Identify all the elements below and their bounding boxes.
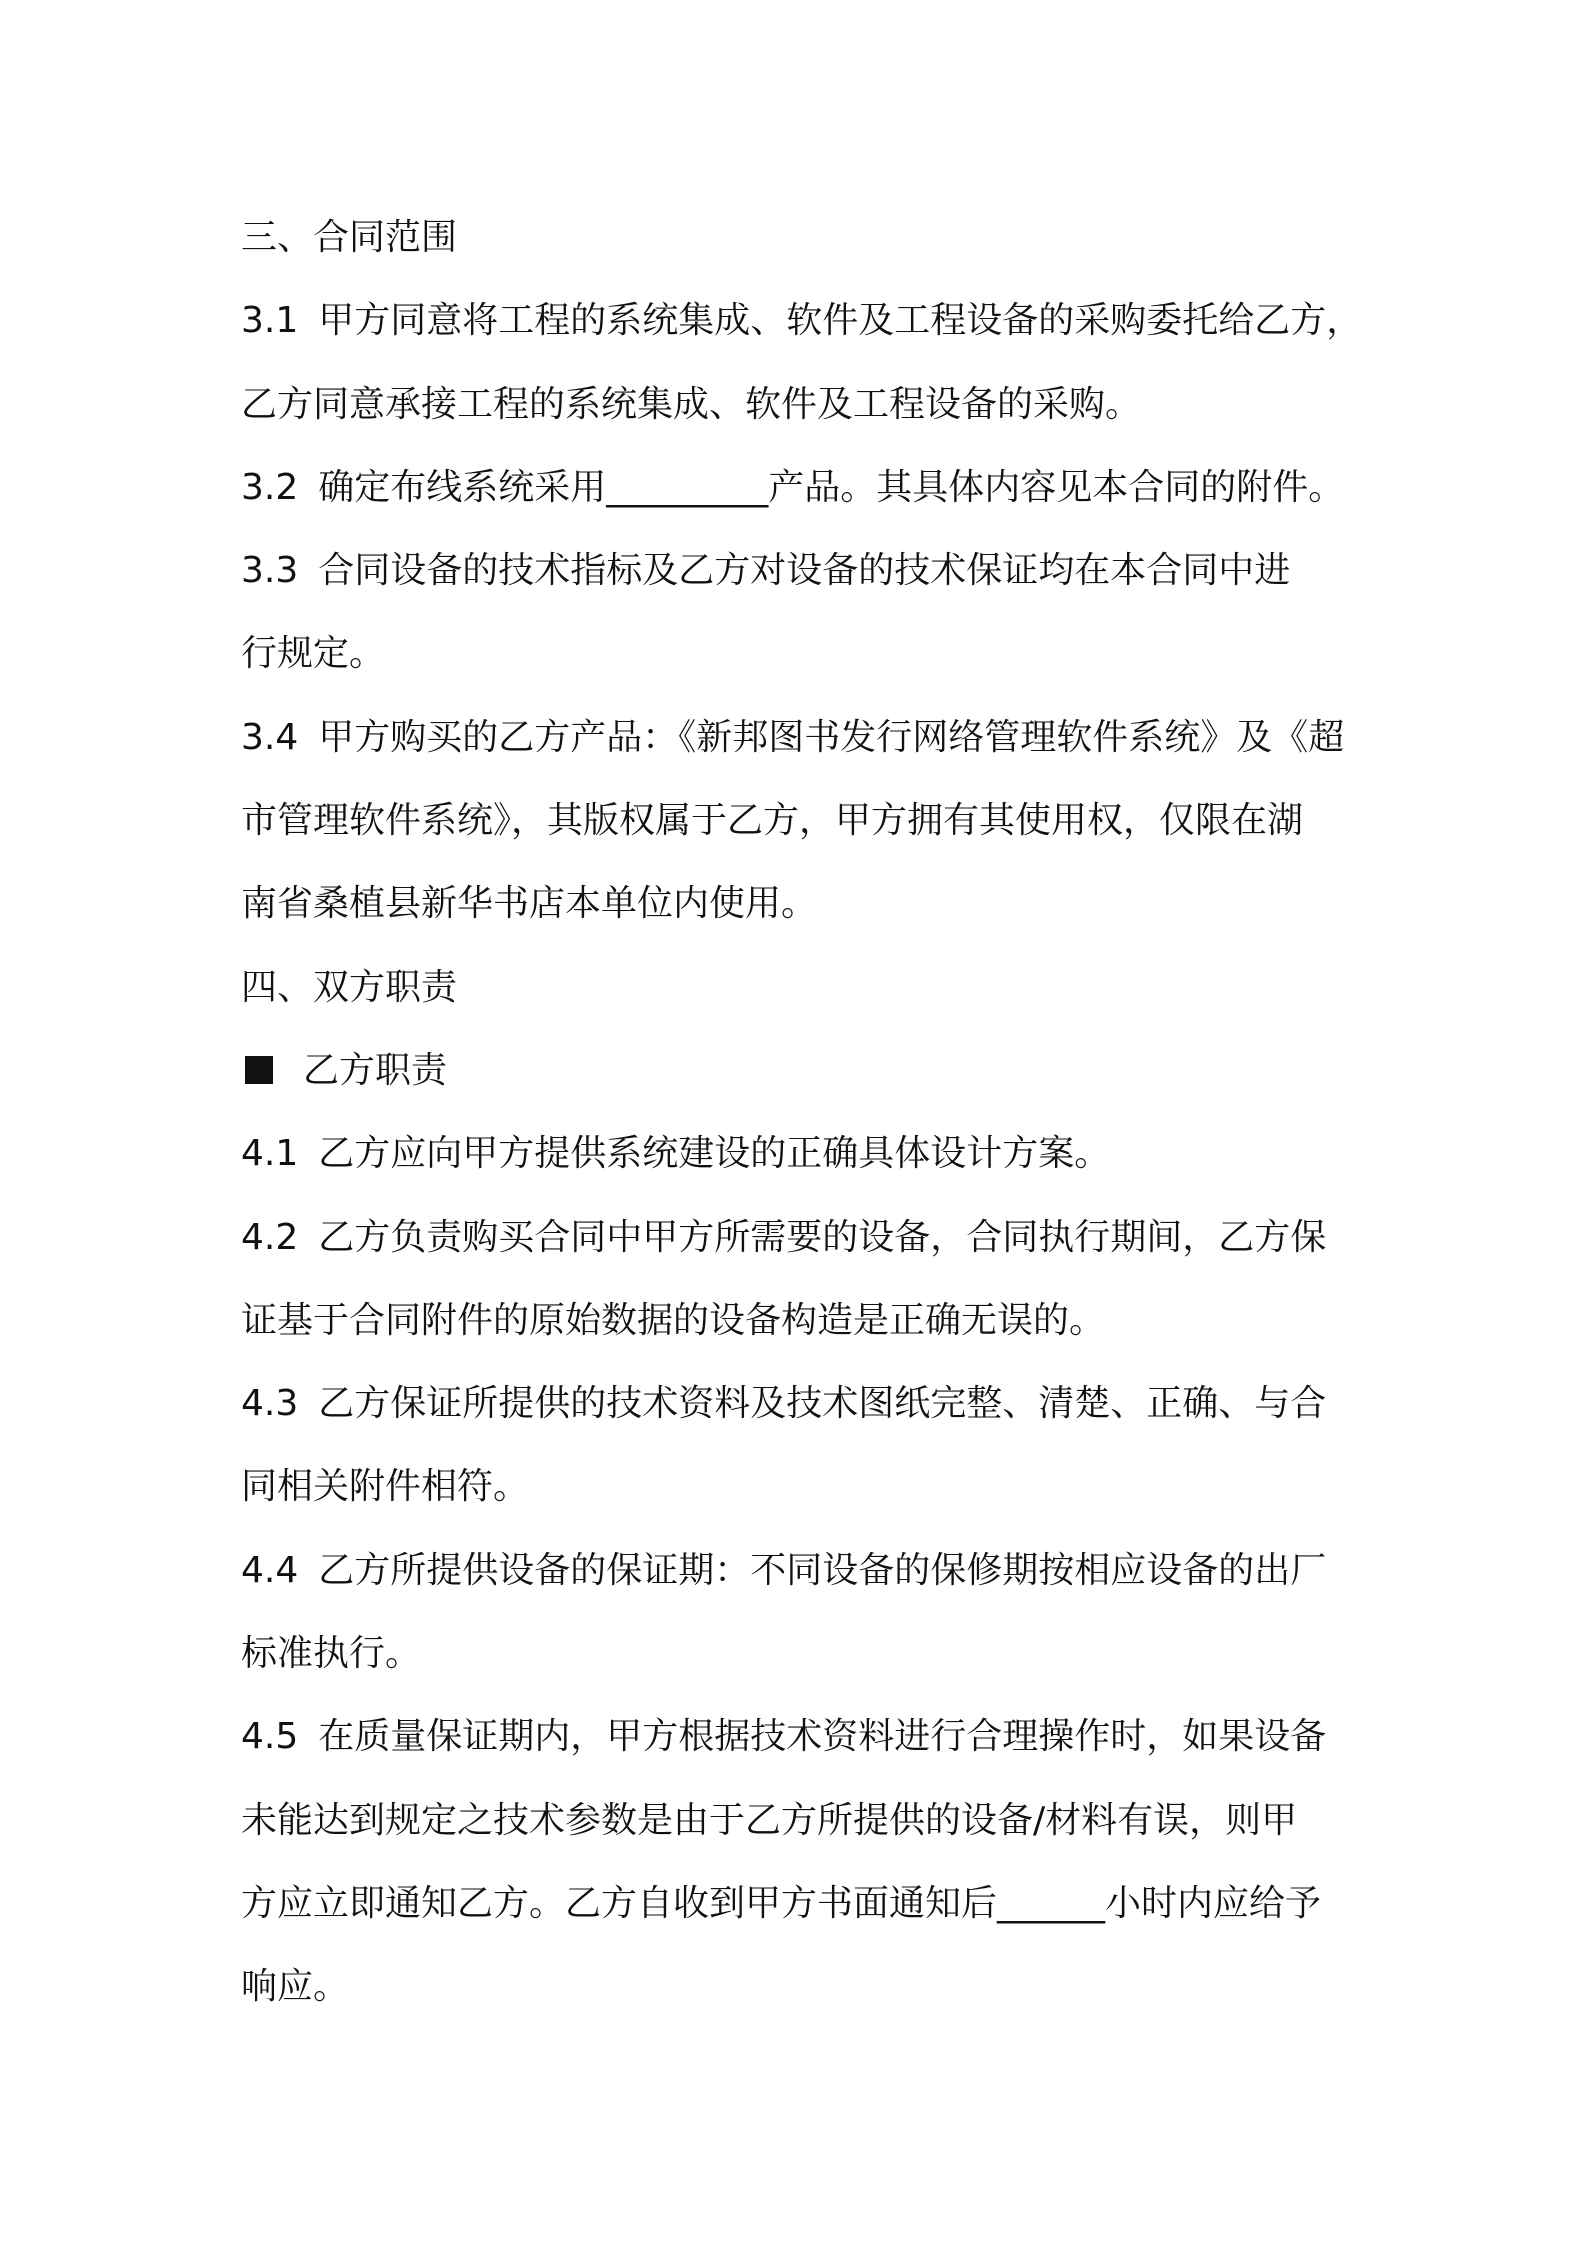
clause-text: 乙方应向甲方提供系统建设的正确具体设计方案。 [318,1133,1111,1175]
clause-line: 南省桑植县新华书店本单位内使用。 [241,883,818,925]
clause-number: 4.2 [241,1216,299,1258]
clause-4-3 [241,1362,1361,1529]
clause-number: 3.4 [241,716,299,758]
clause-number: 3.3 [241,550,299,592]
clause-text: 甲方购买的乙方产品：《新邦图书发行网络管理软件系统》及《超 [318,716,1345,758]
clause-text: 甲方同意将工程的系统集成、软件及工程设备的采购委托给乙方， [318,300,1363,342]
clause-3-1 [241,279,1361,446]
clause-line [241,696,1361,779]
section-heading-scope: 三、合同范围 [241,217,458,258]
clause-line: 同相关附件相符。 [241,1466,530,1508]
clause-4-4 [241,1529,1361,1696]
clause-number: 4.1 [241,1133,299,1175]
document-body [241,196,1361,2029]
clause-text: 乙方保证所提供的技术资料及技术图纸完整、清楚、正确、与合 [318,1383,1327,1425]
clause-line: 标准执行。 [241,1633,422,1675]
clause-4-2 [241,1196,1361,1363]
clause-line [241,446,1361,529]
clause-line [241,1362,1361,1445]
clause-number: 3.1 [241,300,299,342]
clause-3-3 [241,529,1361,696]
clause-line: 市管理软件系统》，其版权属于乙方，甲方拥有其使用权，仅限在湖 [241,800,1304,842]
clause-text: 确定布线系统采用_________产品。其具体内容见本合同的附件。 [318,466,1345,508]
clause-number: 4.3 [241,1383,299,1425]
clause-4-5 [241,1695,1361,2028]
clause-line: 未能达到规定之技术参数是由于乙方所提供的设备/材料有误，则甲 [241,1799,1298,1841]
clause-line: 乙方同意承接工程的系统集成、软件及工程设备的采购。 [241,383,1142,425]
clause-line [241,529,1361,612]
clause-line [241,1196,1361,1279]
section-heading-duties: 四、双方职责 [241,966,458,1008]
clause-3-2 [241,446,1361,529]
clause-number: 3.2 [241,466,299,508]
clause-3-4 [241,696,1361,946]
clause-line: 证基于合同附件的原始数据的设备构造是正确无误的。 [241,1299,1106,1341]
clause-number: 4.4 [241,1549,299,1591]
clause-line: 响应。 [241,1966,350,2008]
clause-line [241,1695,1361,1778]
clause-line: 方应立即通知乙方。乙方自收到甲方书面通知后______小时内应给予 [241,1882,1322,1924]
clause-line [241,1529,1361,1612]
clause-number: 4.5 [241,1716,299,1758]
clause-text: 乙方负责购买合同中甲方所需要的设备，合同执行期间，乙方保 [318,1216,1327,1258]
clause-text: 在质量保证期内，甲方根据技术资料进行合理操作时，如果设备 [318,1716,1327,1758]
subsection-title: 乙方职责 [303,1049,448,1091]
clause-line [241,279,1361,362]
clause-4-1 [241,1112,1361,1195]
subsection-party-b-duties [241,1029,1361,1112]
square-bullet-icon [245,1056,273,1084]
clause-text: 合同设备的技术指标及乙方对设备的技术保证均在本合同中进 [318,550,1291,592]
clause-text: 乙方所提供设备的保证期：不同设备的保修期按相应设备的出厂 [318,1549,1327,1591]
clause-line [241,1112,1361,1195]
clause-line: 行规定。 [241,633,386,675]
